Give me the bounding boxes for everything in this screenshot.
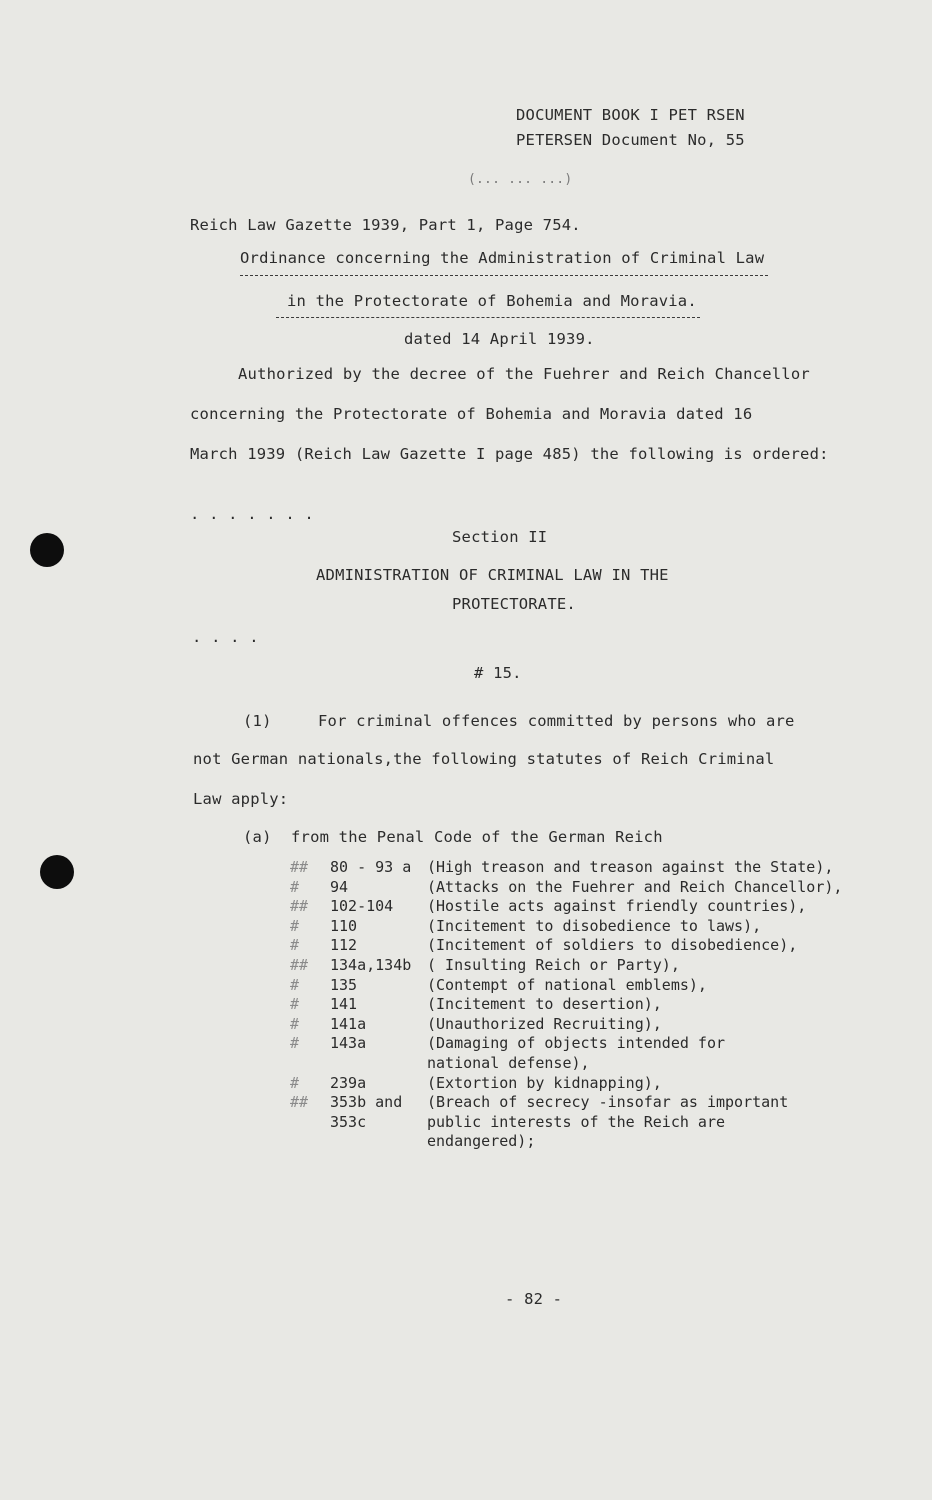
header-line-2: PETERSEN Document No, 55 bbox=[516, 131, 745, 149]
statute-desc: ( Insulting Reich or Party), bbox=[427, 956, 680, 974]
statute-num: 134a,134b bbox=[330, 956, 412, 974]
statute-desc: (Hostile acts against friendly countries), bbox=[427, 897, 807, 916]
statute-num: 102-104 bbox=[330, 897, 394, 916]
clause-line-2: not German nationals,the following statutes of Reich Criminal bbox=[193, 750, 775, 768]
statute-desc: endangered); bbox=[427, 1132, 536, 1151]
sub-a-text: from the Penal Code of the German Reich bbox=[291, 828, 663, 846]
statute-sym: ## bbox=[290, 1093, 309, 1112]
statute-desc: (Damaging of objects intended for bbox=[427, 1034, 726, 1053]
statute-sym: # bbox=[290, 936, 300, 955]
statute-desc: (Incitement of soldiers to disobedience), bbox=[427, 936, 798, 955]
statute-desc: (Breach of secrecy -insofar as important bbox=[427, 1093, 789, 1112]
statute-sym: # bbox=[290, 1034, 300, 1053]
statute-num: 94 bbox=[330, 877, 349, 896]
intro-line-3: March 1939 (Reich Law Gazette I page 485) the following is ordered: bbox=[190, 445, 829, 463]
citation: Reich Law Gazette 1939, Part 1, Page 754. bbox=[190, 216, 581, 234]
statute-sym: ## bbox=[290, 897, 309, 916]
statute-num: 239a bbox=[330, 1073, 367, 1092]
section-heading-1: ADMINISTRATION OF CRIMINAL LAW IN THE bbox=[316, 566, 669, 584]
title-line-1: Ordinance concerning the Administration of Criminal Law bbox=[240, 249, 765, 267]
clause-line-3: Law apply: bbox=[193, 790, 289, 808]
statute-sym: # bbox=[290, 1014, 300, 1033]
title-underline-1 bbox=[240, 275, 768, 276]
title-line-2: in the Protectorate of Bohemia and Moravia. bbox=[287, 292, 697, 310]
statute-num: 141a bbox=[330, 1014, 367, 1033]
statute-desc: (Contempt of national emblems), bbox=[427, 975, 707, 994]
title-underline-2 bbox=[276, 317, 700, 318]
statute-num: 80 - 93 a bbox=[330, 858, 412, 876]
statute-sym: # bbox=[290, 995, 300, 1014]
header-line-1: DOCUMENT BOOK I PET RSEN bbox=[516, 106, 745, 124]
section-heading-2: PROTECTORATE. bbox=[452, 595, 576, 613]
statute-desc: national defense), bbox=[427, 1054, 590, 1072]
statute-num: 141 bbox=[330, 995, 358, 1014]
statute-sym: ## bbox=[290, 858, 309, 876]
clause-number: (1) bbox=[243, 712, 272, 730]
faint-note: (... ... ...) bbox=[468, 172, 573, 187]
sub-a-label: (a) bbox=[243, 828, 272, 846]
paragraph-number: # 15. bbox=[474, 664, 522, 682]
clause-line-1: For criminal offences committed by persons who are bbox=[318, 712, 795, 730]
section-label: Section II bbox=[452, 528, 548, 546]
statute-desc: (High treason and treason against the State), bbox=[427, 858, 834, 876]
page-number: - 82 - bbox=[505, 1290, 563, 1308]
ellipsis-2: . . . . bbox=[192, 628, 259, 646]
statute-desc: public interests of the Reich are bbox=[427, 1112, 726, 1131]
statute-desc: (Attacks on the Fuehrer and Reich Chancellor), bbox=[427, 877, 843, 896]
statute-sym: # bbox=[290, 1073, 300, 1092]
statute-num: 353c bbox=[330, 1112, 367, 1131]
statute-desc: (Incitement to desertion), bbox=[427, 995, 662, 1014]
statute-sym: # bbox=[290, 916, 300, 935]
date-line: dated 14 April 1939. bbox=[404, 330, 595, 348]
statute-desc: (Unauthorized Recruiting), bbox=[427, 1014, 662, 1033]
statute-sym: # bbox=[290, 975, 300, 994]
statute-desc: (Incitement to disobedience to laws), bbox=[427, 916, 762, 935]
punch-hole-top bbox=[30, 533, 64, 567]
intro-line-2: concerning the Protectorate of Bohemia and Moravia dated 16 bbox=[190, 405, 753, 423]
punch-hole-bottom bbox=[40, 855, 74, 889]
statute-sym: # bbox=[290, 877, 300, 896]
statute-num: 112 bbox=[330, 936, 358, 955]
ellipsis-1: . . . . . . . bbox=[190, 505, 314, 523]
statute-num: 353b and bbox=[330, 1093, 403, 1112]
statute-num: 143a bbox=[330, 1034, 367, 1053]
intro-line-1: Authorized by the decree of the Fuehrer and Reich Chancellor bbox=[238, 365, 810, 383]
statute-sym: ## bbox=[290, 956, 309, 974]
statute-desc: (Extortion by kidnapping), bbox=[427, 1073, 662, 1092]
statute-num: 135 bbox=[330, 975, 358, 994]
statute-num: 110 bbox=[330, 916, 358, 935]
